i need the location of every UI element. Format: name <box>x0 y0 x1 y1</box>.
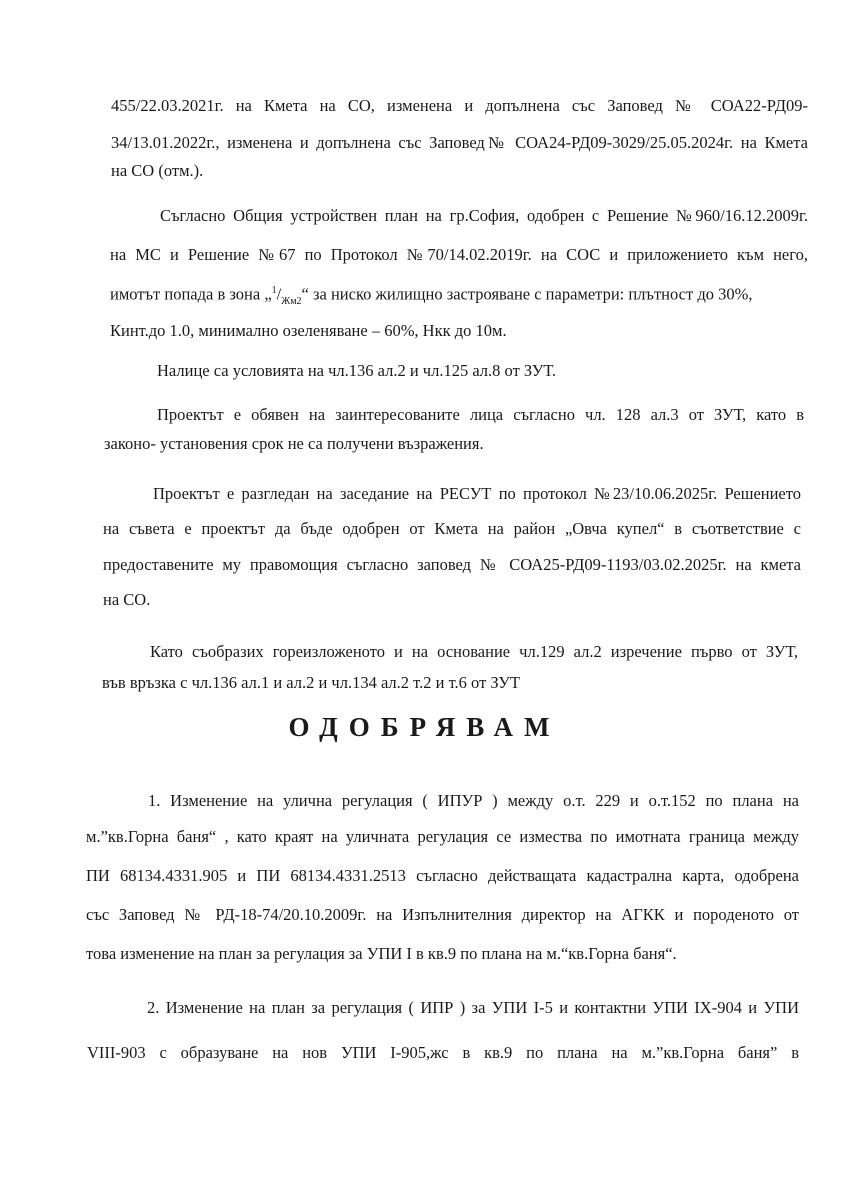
text-line: Проектът е обявен на заинтересованите лица съгласно чл. 128 ал.3 от ЗУТ, като в <box>157 405 804 424</box>
text-line: Налице са условията на чл.136 ал.2 и чл.125 ал.8 от ЗУТ. <box>157 361 556 380</box>
zone-text <box>110 281 752 312</box>
text-line: това изменение на план за регулация за УПИ I в кв.9 по плана на м.“кв.Горна баня“. <box>86 944 677 963</box>
text-line: Проектът е разгледан на заседание на РЕСУТ по протокол №23/10.06.2025г. Решението <box>153 484 801 503</box>
text-line: на СО (отм.). <box>111 161 204 180</box>
text-line: Съгласно Общия устройствен план на гр.София, одобрен с Решение №960/16.12.2009г. <box>160 206 808 225</box>
text-line: на МС и Решение №67 по Протокол №70/14.02.2019г. на СОС и приложението към него, <box>110 245 808 264</box>
text-line: VIII-903 с образуване на нов УПИ I-905,жс в кв.9 по плана на м.”кв.Горна баня” в <box>87 1043 799 1062</box>
text-line: 1. Изменение на улична регулация ( ИПУР ) между о.т. 229 и о.т.152 по плана на <box>148 791 799 810</box>
zone-prefix: имотът попада в зона „ <box>110 284 272 304</box>
text-line: м.”кв.Горна баня“ , като краят на уличната регулация се измества по имотната граница между <box>86 827 799 846</box>
text-line: на СО. <box>103 590 151 609</box>
zone-slash: / <box>276 284 282 304</box>
zone-suffix: “ за ниско жилищно застрояване с параметри: плътност до 30%, <box>301 284 753 304</box>
text-line: 34/13.01.2022г., изменена и допълнена със Заповед№ СОА24-РД09-3029/25.05.2024г. на Кмета <box>111 133 808 152</box>
zone-denominator: Жм2 <box>281 295 302 307</box>
text-line: 455/22.03.2021г. на Кмета на СО, изменена и допълнена със Заповед № СОА22-РД09- <box>111 96 808 115</box>
approval-heading: ОДОБРЯВАМ <box>288 712 561 742</box>
text-line: Като съобразих гореизложеното и на основание чл.129 ал.2 изречение първо от ЗУТ, <box>150 642 798 661</box>
text-line: на съвета е проектът да бъде одобрен от Кмета на район „Овча купел“ в съответствие с <box>103 519 801 538</box>
text-line: със Заповед № РД-18-74/20.10.2009г. на Изпълнителния директор на АГКК и породеното от <box>86 905 799 924</box>
zone-numerator: 1 <box>271 285 277 296</box>
text-line: законо- установения срок не са получени възражения. <box>104 434 484 453</box>
text-line-zone <box>110 281 808 312</box>
text-line: във връзка с чл.136 ал.1 и ал.2 и чл.134 ал.2 т.2 и т.6 от ЗУТ <box>102 673 521 692</box>
text-line: предоставените му правомощия съгласно заповед № СОА25-РД09-1193/03.02.2025г. на кмета <box>103 555 801 574</box>
text-line: ПИ 68134.4331.905 и ПИ 68134.4331.2513 съгласно действащата кадастрална карта, одобрена <box>86 866 799 885</box>
text-line: Кинт.до 1.0, минимално озеленяване – 60%, Нкк до 10м. <box>110 321 507 340</box>
text-line: 2. Изменение на план за регулация ( ИПР ) за УПИ I-5 и контактни УПИ IX-904 и УПИ <box>147 998 799 1017</box>
